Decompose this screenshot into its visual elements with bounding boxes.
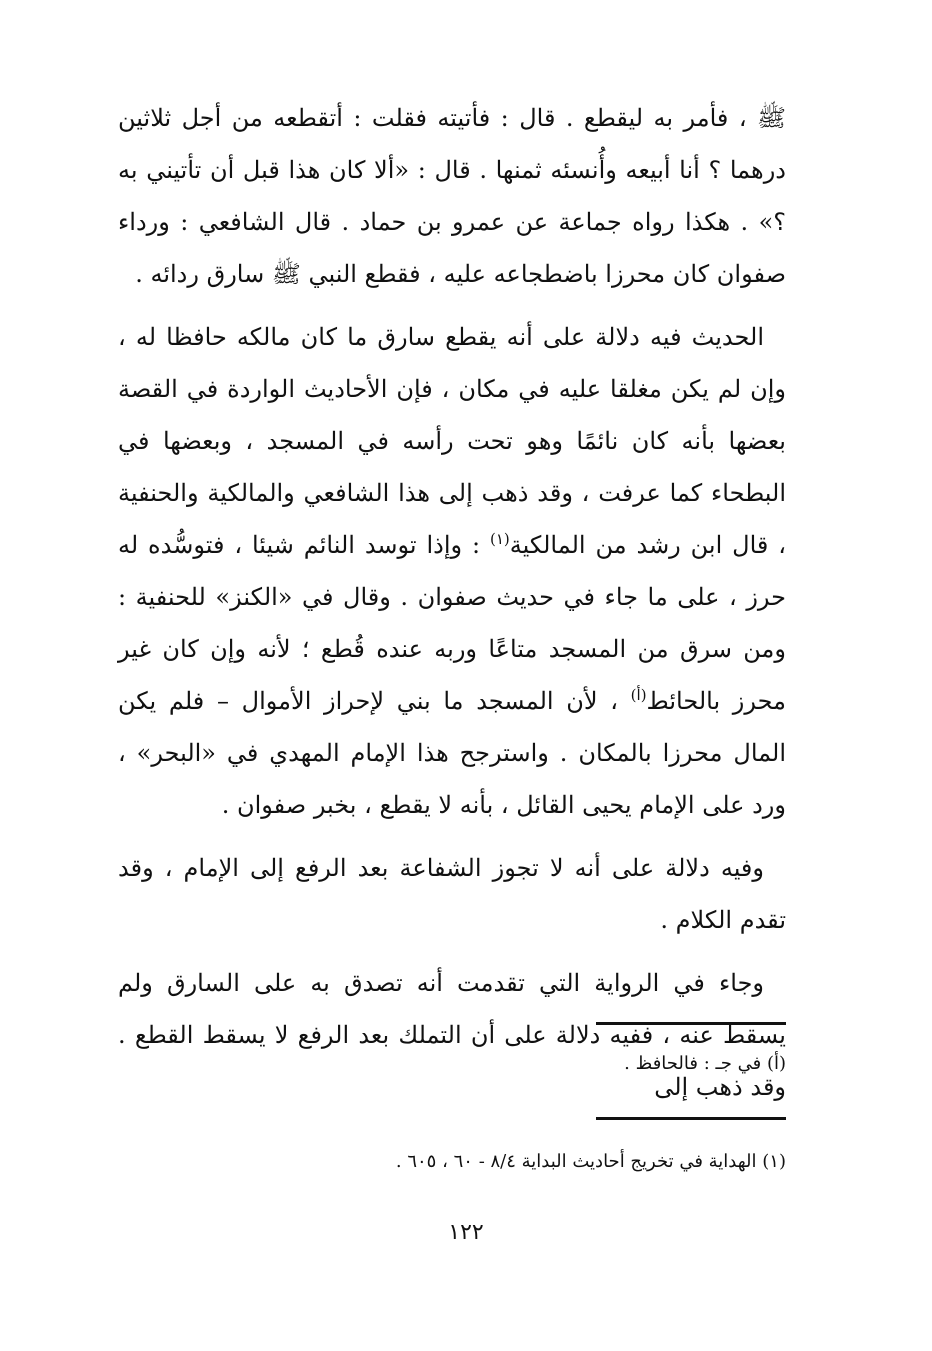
page-number: ١٢٢ — [448, 1220, 484, 1245]
footnote-variant: (أ) في جـ : فالحافظ . — [624, 1053, 786, 1074]
footnote-reference: (١) الهداية في تخريج أحاديث البداية ٨/٤ - ٦٠ ، ٦٠٥ . — [395, 1151, 786, 1172]
paragraph-3: وفيه دلالة على أنه لا تجوز الشفاعة بعد الرفع إلى الإمام ، وقد تقدم الكلام . — [118, 854, 786, 934]
main-text-block — [118, 92, 786, 1113]
paragraph-2-part-1: الحديث فيه دلالة على أنه يقطع سارق ما كان مالكه حافظا له ، وإن لم يكن مغلقا عليه في مكان ، فإن الأحاديث الواردة في القصة بعضها بأنه كان نائمًا وهو تحت رأسه في المسجد ، وبعضها في البطحاء كما عرفت ، وقد ذهب إلى هذا الشافعي والمالكية والحنفية ، قال ابن رشد من المالكية — [118, 323, 786, 559]
paragraph-2-part-2: : وإذا توسد النائم شيئا ، فتوسُّده له حرز ، على ما جاء في حديث صفوان . وقال في «الكنز» للحنفية : ومن سرق من المسجد متاعًا وربه عنده قُطع ؛ لأنه وإن كان غير محرز بالحائط — [118, 531, 786, 715]
paragraph-1: ﷺ ، فأمر به ليقطع . قال : فأتيته فقلت : أتقطعه من أجل ثلاثين درهما ؟ أنا أبيعه وأُنسئه ثمنها . قال : «ألا كان هذا قبل أن تأتيني به ؟» . هكذا رواه جماعة عن عمرو بن حماد . قال الشافعي : ورداء صفوان كان محرزا باضطجاعه عليه ، فقطع النبي ﷺ سارق ردائه . — [118, 104, 786, 288]
paragraph-2-part-3: ، لأن المسجد ما بني لإحراز الأموال – فلم يكن المال محرزا بالمكان . واسترجح هذا الإمام المهدي في «البحر» ، ورد على الإمام يحيى القائل ، بأنه لا يقطع ، بخبر صفوان . — [118, 687, 786, 819]
footnote-marker-a: (أ) — [630, 686, 647, 704]
footnote-marker-1: (١) — [489, 530, 510, 548]
footnote-divider-reference — [596, 1117, 786, 1120]
paragraph-4: وجاء في الرواية التي تقدمت أنه تصدق به على السارق ولم يسقط عنه ، ففيه دلالة على أن التملك بعد الرفع لا يسقط القطع . وقد ذهب إلى — [118, 969, 786, 1101]
footnote-divider-variant — [596, 1022, 786, 1025]
paragraph-2 — [118, 311, 786, 831]
